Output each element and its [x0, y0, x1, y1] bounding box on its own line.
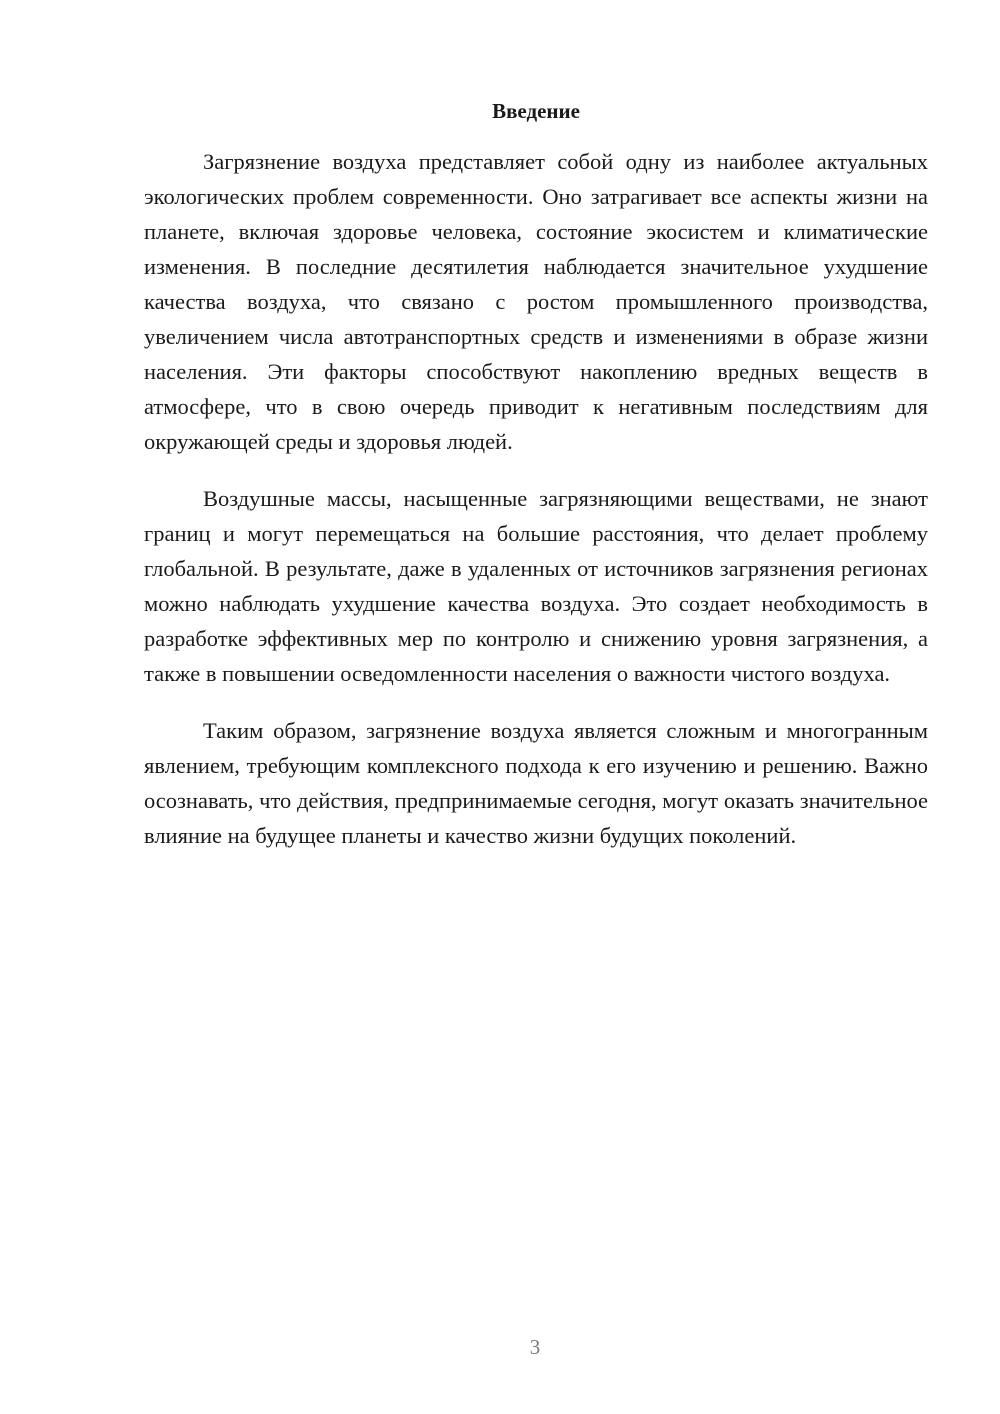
section-heading: Введение [492, 99, 580, 123]
paragraph-1: Загрязнение воздуха представляет собой одну из наиболее актуальных экологических проблем современности. Оно затрагивает все аспекты жизни на планете, включая здоровье человека, состояние экосистем и климатические изменения. В последние десятилетия наблюдается значительное ухудшение качества воздуха, что связано с ростом промышленного производства, увеличением числа автотранспортных средств и изменениями в образе жизни населения. Эти факторы способствуют накоплению вредных веществ в атмосфере, что в свою очередь приводит к негативным последствиям для окружающей среды и здоровья людей. [144, 149, 928, 454]
paragraph-3: Таким образом, загрязнение воздуха является сложным и многогранным явлением, требующим комплексного подхода к его изучению и решению. Важно осознавать, что действия, предпринимаемые сегодня, могут оказать значительное влияние на будущее планеты и качество жизни будущих поколений. [144, 718, 928, 848]
paragraph-2: Воздушные массы, насыщенные загрязняющими веществами, не знают границ и могут перемещаться на большие расстояния, что делает проблему глобальной. В результате, даже в удаленных от источников загрязнения регионах можно наблюдать ухудшение качества воздуха. Это создает необходимость в разработке эффективных мер по контролю и снижению уровня загрязнения, а также в повышении осведомленности населения о важности чистого воздуха. [144, 486, 928, 686]
page-number: 3 [529, 1335, 541, 1359]
page-content [144, 96, 928, 875]
